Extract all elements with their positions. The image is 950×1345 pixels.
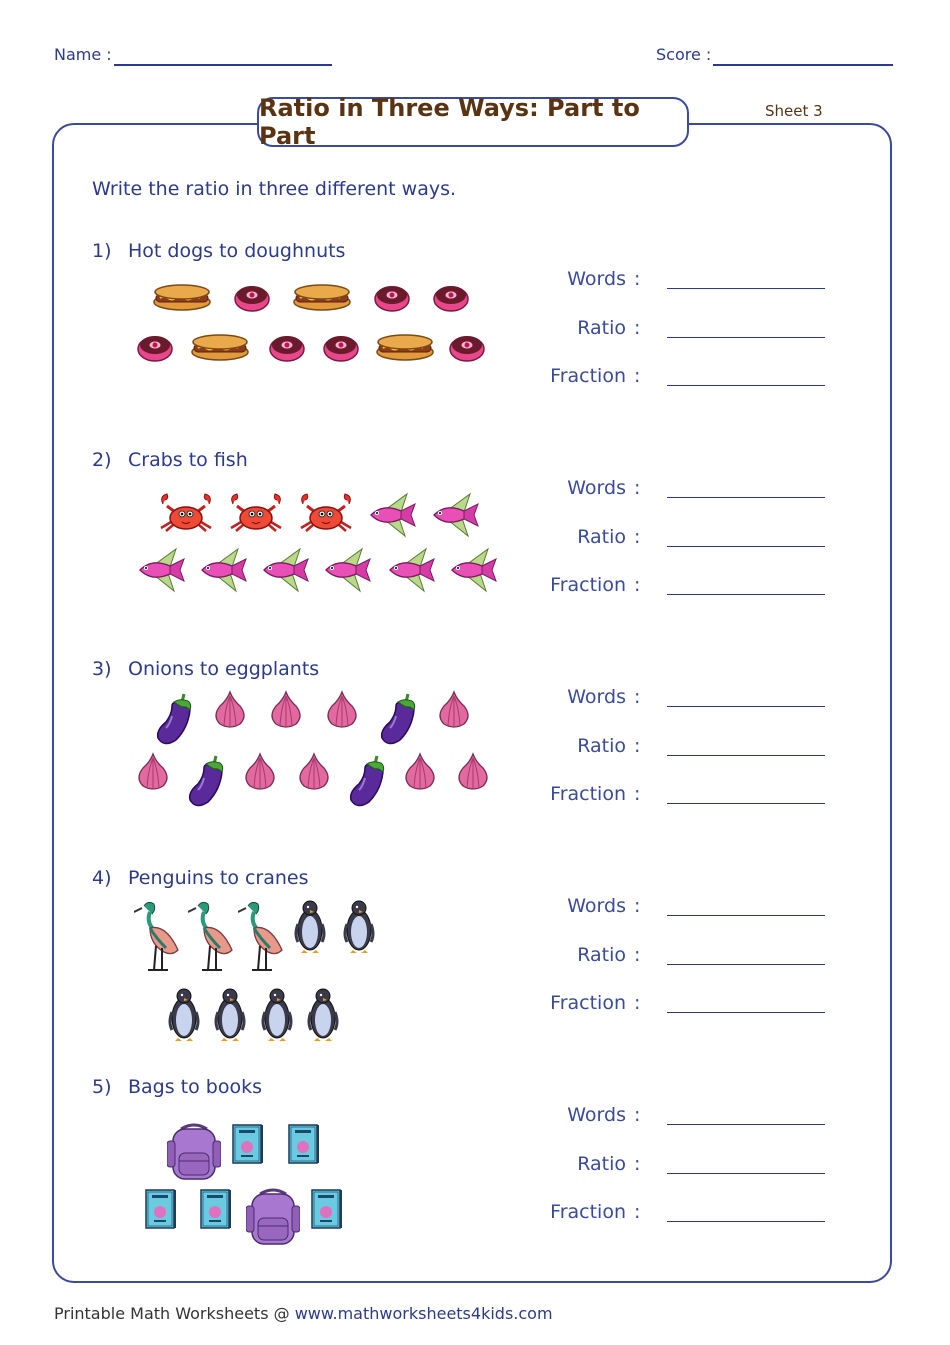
colon: :	[634, 1201, 641, 1223]
book-icon	[287, 1123, 321, 1169]
colon: :	[634, 525, 641, 548]
fish-icon	[260, 547, 310, 597]
score-label: Score :	[656, 45, 712, 64]
fraction-field[interactable]	[667, 803, 825, 804]
question-number: 4)	[92, 867, 112, 889]
colon: :	[634, 686, 641, 708]
doughnut-icon	[268, 332, 306, 366]
fraction-label: Fraction	[550, 783, 626, 805]
onion-icon	[456, 752, 490, 796]
words-field[interactable]	[667, 497, 825, 498]
book-icon	[199, 1188, 233, 1234]
colon: :	[634, 365, 641, 387]
ratio-label: Ratio	[577, 943, 626, 966]
question-text: Penguins to cranes	[128, 867, 309, 889]
sheet-number: Sheet 3	[765, 102, 823, 120]
doughnut-icon	[322, 332, 360, 366]
instruction-text: Write the ratio in three different ways.	[92, 178, 457, 200]
words-label: Words	[567, 477, 626, 499]
penguin-icon	[214, 986, 246, 1046]
question-text: Hot dogs to doughnuts	[128, 240, 346, 262]
ratio-label: Ratio	[577, 1152, 626, 1175]
footer	[54, 1304, 553, 1323]
onion-icon	[403, 752, 437, 796]
fraction-label: Fraction	[550, 574, 626, 596]
crab-icon	[227, 492, 285, 536]
penguin-icon	[307, 986, 339, 1046]
colon: :	[634, 268, 641, 290]
question-text: Onions to eggplants	[128, 658, 320, 680]
question-text: Bags to books	[128, 1076, 263, 1098]
ratio-label: Ratio	[577, 316, 626, 339]
words-field[interactable]	[667, 288, 825, 289]
fraction-label: Fraction	[550, 365, 626, 387]
hotdog-icon	[292, 282, 352, 316]
eggplant-icon	[378, 690, 418, 750]
fraction-field[interactable]	[667, 1012, 825, 1013]
book-icon	[231, 1123, 265, 1169]
colon: :	[634, 1152, 641, 1175]
doughnut-icon	[136, 332, 174, 366]
words-label: Words	[567, 895, 626, 917]
crane-icon	[188, 898, 236, 976]
fish-icon	[136, 547, 186, 597]
bag-icon	[167, 1123, 221, 1187]
doughnut-icon	[432, 282, 470, 316]
penguin-icon	[294, 898, 326, 958]
colon: :	[634, 316, 641, 339]
words-field[interactable]	[667, 915, 825, 916]
words-field[interactable]	[667, 1124, 825, 1125]
fish-icon	[322, 547, 372, 597]
words-label: Words	[567, 268, 626, 290]
words-field[interactable]	[667, 706, 825, 707]
ratio-field[interactable]	[667, 1173, 825, 1174]
colon: :	[634, 992, 641, 1014]
fraction-field[interactable]	[667, 385, 825, 386]
colon: :	[634, 943, 641, 966]
name-label: Name :	[54, 45, 112, 64]
doughnut-icon	[373, 282, 411, 316]
penguin-icon	[168, 986, 200, 1046]
onion-icon	[213, 690, 247, 734]
question-number: 1)	[92, 240, 112, 262]
penguin-icon	[261, 986, 293, 1046]
hotdog-icon	[375, 332, 435, 366]
ratio-field[interactable]	[667, 964, 825, 965]
book-icon	[144, 1188, 178, 1234]
ratio-label: Ratio	[577, 734, 626, 757]
crane-icon	[134, 898, 182, 976]
onion-icon	[269, 690, 303, 734]
onion-icon	[325, 690, 359, 734]
hotdog-icon	[152, 282, 212, 316]
ratio-field[interactable]	[667, 337, 825, 338]
colon: :	[634, 734, 641, 757]
ratio-label: Ratio	[577, 525, 626, 548]
words-label: Words	[567, 1104, 626, 1126]
question-number: 2)	[92, 449, 112, 471]
page-title: Ratio in Three Ways: Part to Part	[257, 97, 689, 147]
question-number: 3)	[92, 658, 112, 680]
colon: :	[634, 783, 641, 805]
fish-icon	[198, 547, 248, 597]
name-field[interactable]	[114, 64, 332, 66]
eggplant-icon	[154, 690, 194, 750]
fraction-label: Fraction	[550, 1201, 626, 1223]
ratio-field[interactable]	[667, 546, 825, 547]
words-label: Words	[567, 686, 626, 708]
onion-icon	[136, 752, 170, 796]
doughnut-icon	[448, 332, 486, 366]
crab-icon	[157, 492, 215, 536]
ratio-field[interactable]	[667, 755, 825, 756]
onion-icon	[243, 752, 277, 796]
question-text: Crabs to fish	[128, 449, 248, 471]
onion-icon	[297, 752, 331, 796]
fraction-label: Fraction	[550, 992, 626, 1014]
doughnut-icon	[233, 282, 271, 316]
fraction-field[interactable]	[667, 1221, 825, 1222]
question-number: 5)	[92, 1076, 112, 1098]
fish-icon	[386, 547, 436, 597]
colon: :	[634, 895, 641, 917]
hotdog-icon	[190, 332, 250, 366]
colon: :	[634, 477, 641, 499]
crab-icon	[297, 492, 355, 536]
footer-prefix: Printable Math Worksheets @	[54, 1304, 295, 1323]
book-icon	[310, 1188, 344, 1234]
score-field[interactable]	[713, 64, 893, 66]
bag-icon	[246, 1188, 300, 1252]
fish-icon	[367, 492, 417, 542]
eggplant-icon	[347, 752, 387, 812]
eggplant-icon	[186, 752, 226, 812]
colon: :	[634, 574, 641, 596]
footer-link[interactable]: www.mathworksheets4kids.com	[294, 1304, 553, 1323]
colon: :	[634, 1104, 641, 1126]
crane-icon	[238, 898, 286, 976]
onion-icon	[437, 690, 471, 734]
penguin-icon	[343, 898, 375, 958]
fish-icon	[430, 492, 480, 542]
fish-icon	[448, 547, 498, 597]
fraction-field[interactable]	[667, 594, 825, 595]
